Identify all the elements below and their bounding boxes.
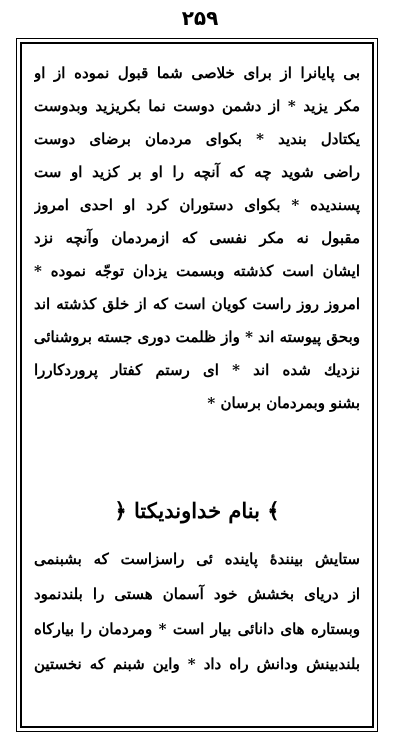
text-line: یکتادل بندید * بکوای مردمان برضای دوست bbox=[34, 130, 360, 148]
text-line: ایشان است کذشته وبسمت یزدان توجّه نموده * bbox=[34, 262, 360, 280]
page-number: ۲۵۹ bbox=[181, 6, 219, 30]
text-line: بشنو وبمردمان برسان * bbox=[207, 394, 360, 412]
text-line: از دریای بخشش خود آسمان هستی را بلندنمود bbox=[34, 585, 360, 603]
text-line: بی پایانرا از برای خلاصی شما قبول نموده از او bbox=[34, 64, 360, 82]
text-line: امروز روز راست کویان است که از خلق کذشته اند bbox=[34, 295, 360, 313]
text-line: بلندبینش ودانش راه داد * واین شبنم که نخستین bbox=[34, 655, 360, 673]
text-line: ستایش بینندهٔ پاینده ئی راسزاست که بشبنمی bbox=[34, 550, 360, 568]
text-line: پسندیده * بکوای دستوران کرد او احدی امروز bbox=[34, 196, 360, 214]
text-line: مقبول نه مکر نفسی که ازمردمان وآنچه نزد bbox=[34, 229, 360, 247]
section-heading: ﴾ بنام خداوندیکتا ﴿ bbox=[114, 498, 280, 523]
text-line: وبستاره های دانائی بیار است * ومردمان را بیارکاه bbox=[34, 620, 360, 638]
text-line: نزدیك شده اند * ای رستم کفتار پروردکاررا bbox=[34, 361, 360, 379]
text-line: راضی شوید چه که آنچه را او بر کزید او ست bbox=[34, 163, 360, 181]
text-line: وبحق پیوسته اند * واز ظلمت دوری جسته بروشنائی bbox=[34, 328, 360, 346]
text-line: مکر یزید * از دشمن دوست نما بکریزید وبدوست bbox=[34, 97, 360, 115]
